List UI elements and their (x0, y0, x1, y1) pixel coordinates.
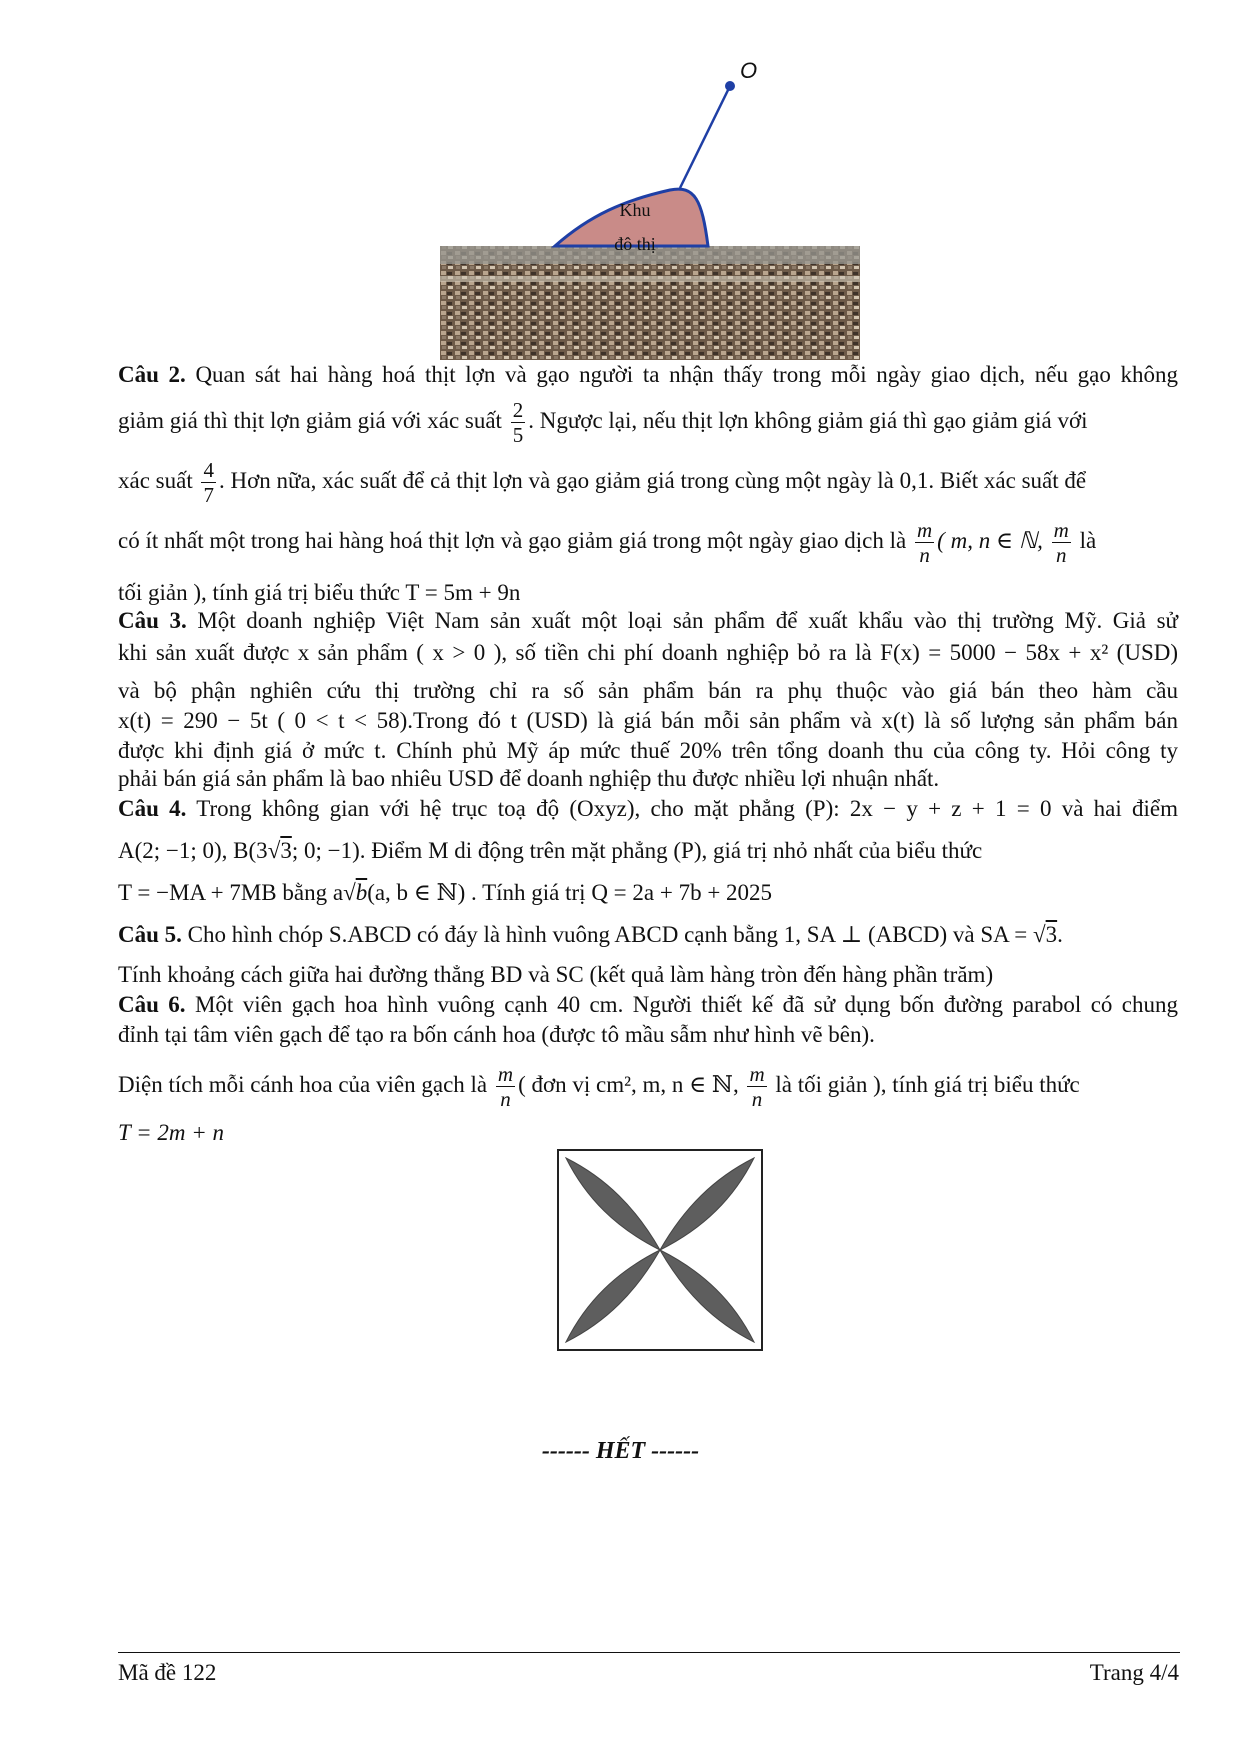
q4-line1: Câu 4. Trong không gian với hệ trục toạ độ (Oxyz), cho mặt phẳng (P): 2x − y + z + 1 = 0 và hai điểm (118, 796, 1178, 821)
fraction-4-7: $\frac{4}{7}$ (203, 458, 214, 507)
q2-title: Câu 2. (118, 362, 186, 387)
q6-line3: Diện tích mỗi cánh hoa của viên gạch là $\frac{m}{n}$ ( đơn vị cm², m, n ∈ ℕ, $\frac{m}{n}$ là tối giản ), tính giá trị biểu thức (118, 1062, 1080, 1111)
fraction-m-n: $\frac{m}{n}$ (917, 518, 933, 567)
q2-line4: có ít nhất một trong hai hàng hoá thịt lợn và gạo giảm giá trong một ngày giao dịch là $\frac{m}{n}$ ( m, n ∈ ℕ, $\frac{m}{n}$ là (118, 518, 1097, 567)
q3-line1: Câu 3. Một doanh nghiệp Việt Nam sản xuất một loại sản phẩm để xuất khẩu vào thị trường Mỹ. Giả sử (118, 608, 1179, 633)
q4-title: Câu 4. (118, 796, 187, 821)
flower-tile-figure (556, 1148, 764, 1352)
q3-line6: phải bán giá sản phẩm là bao nhiêu USD để doanh nghiệp thu được nhiều lợi nhuận nhất. (118, 766, 940, 791)
point-o (725, 81, 735, 91)
q3-title: Câu 3. (118, 608, 187, 633)
fraction-2-5: $\frac{2}{5}$ (512, 398, 524, 447)
fraction-m-n: $\frac{m}{n}$ (497, 1062, 514, 1111)
q4-line2: A(2; −1; 0), B(3√3; 0; −1). Điểm M di động trên mặt phẳng (P), giá trị nhỏ nhất của biểu thức (118, 838, 983, 863)
q6-line1: Câu 6. Một viên gạch hoa hình vuông cạnh 40 cm. Người thiết kế đã sử dụng bốn đường parabol có chung (118, 992, 1179, 1017)
q2-line2: giảm giá thì thịt lợn giảm giá với xác suất $\frac{2}{5}$ . Ngược lại, nếu thịt lợn không giảm giá thì gạo giảm giá với (118, 398, 1088, 447)
q6-line4: T = 2m + n (118, 1120, 225, 1145)
fraction-m-n: $\frac{m}{n}$ (1053, 518, 1069, 567)
q2-line1: Câu 2. Quan sát hai hàng hoá thịt lợn và gạo người ta nhận thấy trong mỗi ngày giao dịch, nếu gạo không (118, 362, 1179, 387)
q2-line5: tối giản ), tính giá trị biểu thức T = 5m + 9n (118, 580, 521, 605)
fraction-m-n: $\frac{m}{n}$ (749, 1062, 765, 1111)
q3-line4: x(t) = 290 − 5t ( 0 < t < 58).Trong đó t (USD) là giá bán mỗi sản phẩm và x(t) là số lượng sản phẩm bán (118, 708, 1178, 733)
q3-line2: khi sản xuất được x sản phẩm ( x > 0 ), số tiền chi phí doanh nghiệp bỏ ra là F(x) = 5000 − 58x + x² (USD) (118, 640, 1178, 665)
point-o-label: O (740, 58, 758, 83)
q6-title: Câu 6. (118, 992, 186, 1017)
urban-label-2: đô thị (614, 234, 656, 254)
urban-label-1: Khu (619, 200, 651, 220)
end-marker: ------ HẾT ------ (541, 1438, 700, 1464)
urban-area-figure (440, 50, 860, 360)
q5-line2: Tính khoảng cách giữa hai đường thẳng BD và SC (kết quả làm hàng tròn đến hàng phần trăm) (118, 962, 994, 987)
exam-code: Mã đề 122 (118, 1660, 217, 1685)
q2-line3: xác suất $\frac{4}{7}$ . Hơn nữa, xác suất để cả thịt lợn và gạo giảm giá trong cùng một ngày là 0,1. Biết xác suất để (118, 458, 1087, 507)
q5-line1: Câu 5. Cho hình chóp S.ABCD có đáy là hình vuông ABCD cạnh bằng 1, SA ⊥ (ABCD) và SA = √3. (118, 922, 1063, 947)
footer-divider (118, 1652, 1180, 1653)
q4-line3: T = −MA + 7MB bằng a√b(a, b ∈ ℕ) . Tính giá trị Q = 2a + 7b + 2025 (118, 880, 773, 905)
ray-to-o (680, 86, 730, 188)
q3-line5: được khi định giá ở mức t. Chính phủ Mỹ áp mức thuế 20% trên tổng doanh thu của công ty. Hỏi công ty (118, 738, 1178, 763)
q5-title: Câu 5. (118, 922, 182, 947)
page-number: Trang 4/4 (1089, 1660, 1179, 1685)
q6-line2: đỉnh tại tâm viên gạch để tạo ra bốn cánh hoa (được tô mầu sẫm như hình vẽ bên). (118, 1022, 875, 1047)
q3-line3: và bộ phận nghiên cứu thị trường chỉ ra số sản phẩm bán ra phụ thuộc vào giá bán theo hàm cầu (118, 678, 1178, 703)
